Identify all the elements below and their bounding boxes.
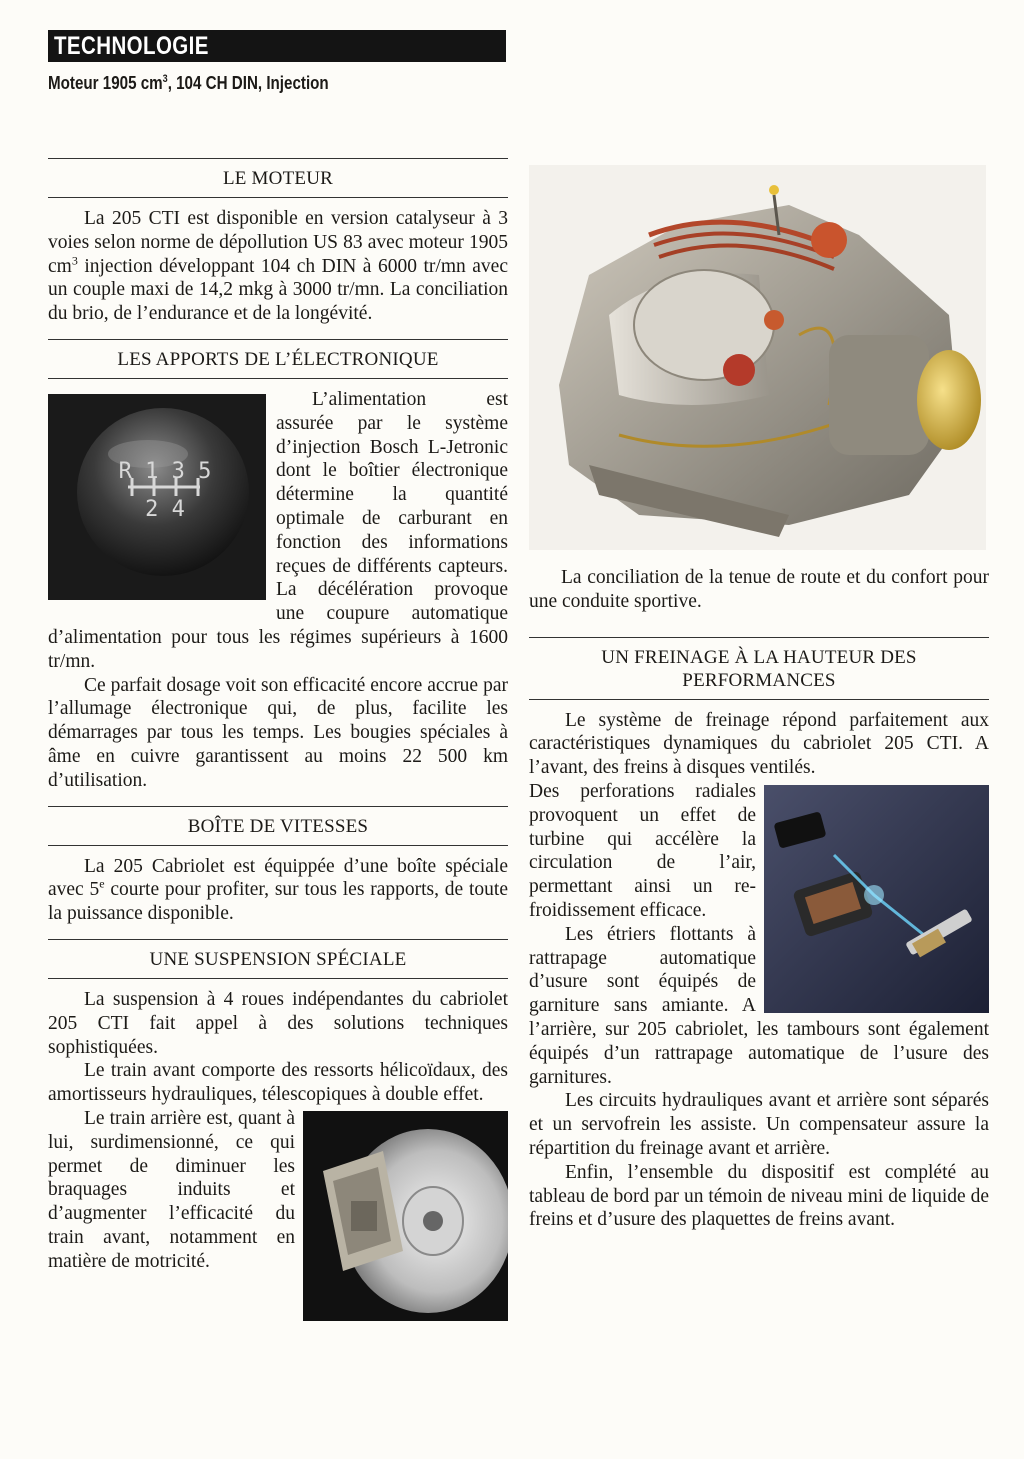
engine-photo [529, 165, 986, 550]
freinage-paragraph-5: Enfin, l’ensemble du dispositif est complété au tableau de bord par un témoin de niveau mini de liquide de freins et d’usure des plaquettes de freins avant. [529, 1161, 989, 1231]
boite-text: La 205 Cabriolet est équippée d’une boîte spéciale avec 5 [48, 855, 508, 901]
section-rule [48, 939, 508, 940]
right-column [529, 566, 989, 1245]
section-rule [529, 699, 989, 700]
suspension-paragraph-3: Le train arrière est, quant à lui, surdimensionné, ce qui permet de diminuer les braquages induits et d’augmenter l’efficacité du train avant, notamment en matière de motricité. [48, 1107, 295, 1272]
section-rule [529, 637, 989, 638]
boite-text-end: courte pour profiter, sur tous les rapports, de toute la puissance disponible. [48, 879, 508, 925]
page-subtitle [48, 72, 329, 94]
moteur-paragraph [48, 207, 508, 326]
suspension-paragraph-2: Le train avant comporte des ressorts hélicoïdaux, des amortisseurs hydrauliques, télescopiques à double effet. [48, 1060, 508, 1106]
moteur-text: La 205 CTI est disponible en version catalyseur à 3 voies selon norme de dépollution US 83 avec moteur 1905 cm [48, 208, 508, 277]
knob-marking-top: R 1 3 5 [118, 458, 212, 484]
page-title: TECHNOLOGIE [54, 32, 209, 60]
ignition-module-photo [764, 785, 989, 1013]
section-rule [48, 806, 508, 807]
section-rule [48, 339, 508, 340]
section-heading-electronique: LES APPORTS DE L’ÉLECTRONIQUE [117, 348, 439, 370]
moteur-superscript: 3 [71, 253, 78, 268]
section-heading-moteur: LE MOTEUR [223, 168, 333, 189]
boite-superscript: e [99, 876, 105, 891]
subtitle-text-end: , 104 CH DIN, Injection [167, 72, 329, 93]
boite-paragraph [48, 855, 508, 926]
section-rule [48, 845, 508, 846]
section-rule [48, 197, 508, 198]
section-heading-suspension: UNE SUSPENSION SPÉCIALE [149, 948, 407, 970]
freinage-heading-line-1: UN FREINAGE À LA HAUTEUR DES [601, 646, 917, 668]
section-heading-freinage [529, 646, 989, 692]
section-rule [48, 978, 508, 979]
section-heading-boite: BOÎTE DE VITESSES [187, 815, 369, 837]
section-rule [48, 158, 508, 159]
knob-marking-bottom: 2 4 [145, 496, 185, 522]
subtitle-text: Moteur 1905 cm [48, 72, 163, 93]
engine-illustration [529, 165, 986, 550]
section-rule [48, 378, 508, 379]
gear-knob-photo [48, 394, 266, 600]
brake-disc-photo [303, 1111, 508, 1321]
electronique-paragraph-2: Ce parfait dosage voit son efficacité encore accrue par l’allumage électronique qui, de plus, facilite les démarrages par tous les temps. Les bougies spéciales à âme en cuivre garantissent au moins 22 500 km d’utilisation. [48, 674, 508, 791]
freinage-heading-line-2: PERFORMANCES [682, 669, 836, 691]
freinage-paragraph-4: Les circuits hydrauliques avant et arrière sont séparés et un servofrein les assiste. Un compensateur assure la répartition du freinage avant et arrière. [529, 1090, 989, 1159]
left-column [48, 158, 508, 1325]
subtitle-superscript: 3 [162, 72, 168, 85]
engine-photo-caption: La conciliation de la tenue de route et du confort pour une conduite sportive. [529, 567, 989, 612]
freinage-paragraph-2: Des perforations radiales provoquent un effet de turbine qui accélère la circulation de l’air, permettant ainsi un refroidissement efficace. [529, 780, 756, 921]
brake-disc-illustration [303, 1111, 508, 1321]
gear-knob-illustration [48, 394, 266, 600]
electronique-paragraph-1: L’alimentation est assurée par le système d’injection Bosch L-Jetronic dont le boîtier électronique détermine la quantité optimale de carburant en fonction des informations reçues de différents capteurs. La décélération provoque une coupure automatique d’alimentation pour tous les régimes supérieurs à 1600 tr/mn. [48, 388, 508, 672]
moteur-text-end: injection développant 104 ch DIN à 6000 tr/mn avec un couple maxi de 14,2 mkg à 3000 tr/mn. La conciliation du brio, de l’endurance et de la longévité. [48, 255, 508, 325]
freinage-paragraph-1: Le système de freinage répond parfaitement aux caractéristiques dynamiques du cabriolet 205 CTI. A l’avant, des freins à disques ventilés. [529, 709, 989, 779]
freinage-paragraph-3: Les étriers flottants à rattrapage automatique d’usure sont équipés de garniture sans amiante. A l’arrière, sur 205 cabriolet, les tambours sont également équipés d’un rattrapage automatique de l’usure des garnitures. [529, 923, 989, 1088]
ignition-illustration [764, 785, 989, 1013]
suspension-paragraph-1: La suspension à 4 roues indépendantes du cabriolet 205 CTI fait appel à des solutions techniques sophistiquées. [48, 988, 508, 1058]
